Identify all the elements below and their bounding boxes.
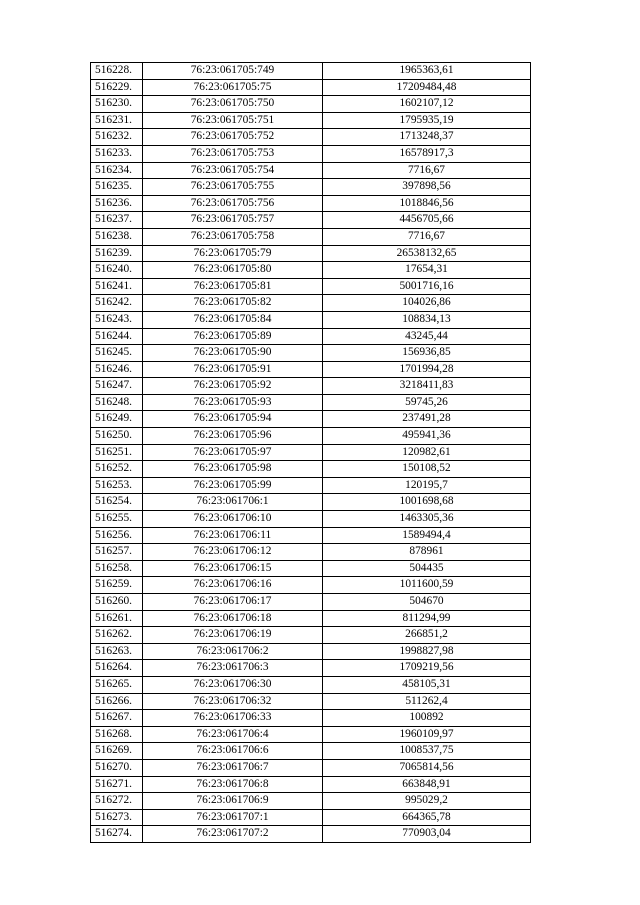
- table-row: [91, 179, 531, 196]
- row-number-cell: 516232.: [91, 129, 143, 146]
- table-row: [91, 710, 531, 727]
- row-number-cell: 516248.: [91, 394, 143, 411]
- table-row: [91, 345, 531, 362]
- cadastral-number-cell: 76:23:061706:2: [143, 643, 323, 660]
- value-cell: 458105,31: [323, 676, 531, 693]
- table-row: [91, 826, 531, 843]
- row-number-cell: 516253.: [91, 477, 143, 494]
- value-cell: 17209484,48: [323, 79, 531, 96]
- table-row: [91, 776, 531, 793]
- cadastral-number-cell: 76:23:061706:11: [143, 527, 323, 544]
- cadastral-number-cell: 76:23:061705:81: [143, 278, 323, 295]
- table-row: [91, 63, 531, 80]
- row-number-cell: 516267.: [91, 710, 143, 727]
- row-number-cell: 516256.: [91, 527, 143, 544]
- value-cell: 1701994,28: [323, 361, 531, 378]
- value-cell: 495941,36: [323, 428, 531, 445]
- cadastral-number-cell: 76:23:061706:3: [143, 660, 323, 677]
- cadastral-number-cell: 76:23:061705:755: [143, 179, 323, 196]
- row-number-cell: 516239.: [91, 245, 143, 262]
- value-cell: 504435: [323, 560, 531, 577]
- table-row: [91, 311, 531, 328]
- row-number-cell: 516242.: [91, 295, 143, 312]
- value-cell: 1011600,59: [323, 577, 531, 594]
- table-row: [91, 245, 531, 262]
- table-row: [91, 262, 531, 279]
- cadastral-number-cell: 76:23:061706:16: [143, 577, 323, 594]
- cadastral-number-cell: 76:23:061705:80: [143, 262, 323, 279]
- row-number-cell: 516262.: [91, 627, 143, 644]
- table-row: [91, 793, 531, 810]
- cadastral-number-cell: 76:23:061705:757: [143, 212, 323, 229]
- row-number-cell: 516269.: [91, 743, 143, 760]
- table-row: [91, 195, 531, 212]
- cadastral-number-cell: 76:23:061705:84: [143, 311, 323, 328]
- cadastral-number-cell: 76:23:061705:98: [143, 461, 323, 478]
- value-cell: 1001698,68: [323, 494, 531, 511]
- cadastral-number-cell: 76:23:061706:30: [143, 676, 323, 693]
- table-row: [91, 594, 531, 611]
- value-cell: 504670: [323, 594, 531, 611]
- row-number-cell: 516270.: [91, 759, 143, 776]
- row-number-cell: 516243.: [91, 311, 143, 328]
- cadastral-number-cell: 76:23:061706:12: [143, 544, 323, 561]
- cadastral-number-cell: 76:23:061706:4: [143, 726, 323, 743]
- value-cell: 156936,85: [323, 345, 531, 362]
- table-body: [91, 63, 531, 843]
- value-cell: 1965363,61: [323, 63, 531, 80]
- value-cell: 511262,4: [323, 693, 531, 710]
- cadastral-number-cell: 76:23:061706:15: [143, 560, 323, 577]
- table-row: [91, 759, 531, 776]
- table-row: [91, 544, 531, 561]
- table-row: [91, 726, 531, 743]
- table-row: [91, 643, 531, 660]
- row-number-cell: 516261.: [91, 610, 143, 627]
- table-row: [91, 411, 531, 428]
- table-row: [91, 79, 531, 96]
- table-row: [91, 278, 531, 295]
- cadastral-number-cell: 76:23:061706:7: [143, 759, 323, 776]
- row-number-cell: 516265.: [91, 676, 143, 693]
- cadastral-number-cell: 76:23:061705:754: [143, 162, 323, 179]
- cadastral-number-cell: 76:23:061706:32: [143, 693, 323, 710]
- table-row: [91, 577, 531, 594]
- table-row: [91, 328, 531, 345]
- value-cell: 1008537,75: [323, 743, 531, 760]
- value-cell: 7065814,56: [323, 759, 531, 776]
- row-number-cell: 516246.: [91, 361, 143, 378]
- table-row: [91, 145, 531, 162]
- cadastral-number-cell: 76:23:061706:19: [143, 627, 323, 644]
- value-cell: 120982,61: [323, 444, 531, 461]
- table-row: [91, 361, 531, 378]
- row-number-cell: 516247.: [91, 378, 143, 395]
- value-cell: 100892: [323, 710, 531, 727]
- table-row: [91, 477, 531, 494]
- row-number-cell: 516252.: [91, 461, 143, 478]
- cadastral-number-cell: 76:23:061705:756: [143, 195, 323, 212]
- row-number-cell: 516249.: [91, 411, 143, 428]
- value-cell: 1602107,12: [323, 96, 531, 113]
- cadastral-number-cell: 76:23:061705:97: [143, 444, 323, 461]
- cadastral-number-cell: 76:23:061705:96: [143, 428, 323, 445]
- row-number-cell: 516255.: [91, 511, 143, 528]
- row-number-cell: 516244.: [91, 328, 143, 345]
- value-cell: 104026,86: [323, 295, 531, 312]
- table-row: [91, 228, 531, 245]
- table-row: [91, 428, 531, 445]
- row-number-cell: 516257.: [91, 544, 143, 561]
- row-number-cell: 516258.: [91, 560, 143, 577]
- value-cell: 7716,67: [323, 162, 531, 179]
- row-number-cell: 516254.: [91, 494, 143, 511]
- row-number-cell: 516236.: [91, 195, 143, 212]
- value-cell: 237491,28: [323, 411, 531, 428]
- row-number-cell: 516274.: [91, 826, 143, 843]
- cadastral-number-cell: 76:23:061705:753: [143, 145, 323, 162]
- value-cell: 1463305,36: [323, 511, 531, 528]
- table-row: [91, 809, 531, 826]
- cadastral-number-cell: 76:23:061705:89: [143, 328, 323, 345]
- cadastral-value-table: [90, 62, 531, 843]
- table-row: [91, 494, 531, 511]
- cadastral-number-cell: 76:23:061706:6: [143, 743, 323, 760]
- value-cell: 266851,2: [323, 627, 531, 644]
- cadastral-number-cell: 76:23:061706:8: [143, 776, 323, 793]
- row-number-cell: 516229.: [91, 79, 143, 96]
- value-cell: 397898,56: [323, 179, 531, 196]
- value-cell: 1713248,37: [323, 129, 531, 146]
- table-row: [91, 693, 531, 710]
- row-number-cell: 516231.: [91, 112, 143, 129]
- cadastral-number-cell: 76:23:061705:758: [143, 228, 323, 245]
- row-number-cell: 516251.: [91, 444, 143, 461]
- value-cell: 1709219,56: [323, 660, 531, 677]
- table-row: [91, 660, 531, 677]
- row-number-cell: 516245.: [91, 345, 143, 362]
- row-number-cell: 516271.: [91, 776, 143, 793]
- table-row: [91, 560, 531, 577]
- table-row: [91, 743, 531, 760]
- table-row: [91, 394, 531, 411]
- value-cell: 770903,04: [323, 826, 531, 843]
- value-cell: 1998827,98: [323, 643, 531, 660]
- row-number-cell: 516241.: [91, 278, 143, 295]
- row-number-cell: 516268.: [91, 726, 143, 743]
- cadastral-number-cell: 76:23:061707:2: [143, 826, 323, 843]
- cadastral-number-cell: 76:23:061705:90: [143, 345, 323, 362]
- cadastral-value-table-container: [90, 62, 530, 843]
- row-number-cell: 516237.: [91, 212, 143, 229]
- row-number-cell: 516240.: [91, 262, 143, 279]
- value-cell: 663848,91: [323, 776, 531, 793]
- row-number-cell: 516233.: [91, 145, 143, 162]
- cadastral-number-cell: 76:23:061705:91: [143, 361, 323, 378]
- cadastral-number-cell: 76:23:061705:751: [143, 112, 323, 129]
- row-number-cell: 516228.: [91, 63, 143, 80]
- value-cell: 108834,13: [323, 311, 531, 328]
- value-cell: 17654,31: [323, 262, 531, 279]
- cadastral-number-cell: 76:23:061705:99: [143, 477, 323, 494]
- row-number-cell: 516263.: [91, 643, 143, 660]
- table-row: [91, 112, 531, 129]
- cadastral-number-cell: 76:23:061705:752: [143, 129, 323, 146]
- row-number-cell: 516259.: [91, 577, 143, 594]
- value-cell: 26538132,65: [323, 245, 531, 262]
- value-cell: 4456705,66: [323, 212, 531, 229]
- row-number-cell: 516260.: [91, 594, 143, 611]
- cadastral-number-cell: 76:23:061705:749: [143, 63, 323, 80]
- table-row: [91, 96, 531, 113]
- value-cell: 7716,67: [323, 228, 531, 245]
- cadastral-number-cell: 76:23:061705:750: [143, 96, 323, 113]
- cadastral-number-cell: 76:23:061705:92: [143, 378, 323, 395]
- table-row: [91, 129, 531, 146]
- table-row: [91, 610, 531, 627]
- value-cell: 1960109,97: [323, 726, 531, 743]
- cadastral-number-cell: 76:23:061706:17: [143, 594, 323, 611]
- table-row: [91, 461, 531, 478]
- value-cell: 5001716,16: [323, 278, 531, 295]
- row-number-cell: 516266.: [91, 693, 143, 710]
- table-row: [91, 676, 531, 693]
- table-row: [91, 378, 531, 395]
- table-row: [91, 627, 531, 644]
- value-cell: 59745,26: [323, 394, 531, 411]
- value-cell: 43245,44: [323, 328, 531, 345]
- table-row: [91, 162, 531, 179]
- row-number-cell: 516272.: [91, 793, 143, 810]
- value-cell: 150108,52: [323, 461, 531, 478]
- row-number-cell: 516235.: [91, 179, 143, 196]
- row-number-cell: 516273.: [91, 809, 143, 826]
- row-number-cell: 516250.: [91, 428, 143, 445]
- value-cell: 664365,78: [323, 809, 531, 826]
- cadastral-number-cell: 76:23:061706:33: [143, 710, 323, 727]
- value-cell: 120195,7: [323, 477, 531, 494]
- value-cell: 16578917,3: [323, 145, 531, 162]
- value-cell: 1018846,56: [323, 195, 531, 212]
- table-row: [91, 527, 531, 544]
- cadastral-number-cell: 76:23:061706:1: [143, 494, 323, 511]
- table-row: [91, 295, 531, 312]
- value-cell: 995029,2: [323, 793, 531, 810]
- value-cell: 811294,99: [323, 610, 531, 627]
- table-row: [91, 444, 531, 461]
- row-number-cell: 516230.: [91, 96, 143, 113]
- value-cell: 3218411,83: [323, 378, 531, 395]
- table-row: [91, 511, 531, 528]
- cadastral-number-cell: 76:23:061705:75: [143, 79, 323, 96]
- cadastral-number-cell: 76:23:061706:9: [143, 793, 323, 810]
- value-cell: 1589494,4: [323, 527, 531, 544]
- value-cell: 878961: [323, 544, 531, 561]
- table-row: [91, 212, 531, 229]
- row-number-cell: 516238.: [91, 228, 143, 245]
- cadastral-number-cell: 76:23:061705:94: [143, 411, 323, 428]
- cadastral-number-cell: 76:23:061706:18: [143, 610, 323, 627]
- row-number-cell: 516264.: [91, 660, 143, 677]
- value-cell: 1795935,19: [323, 112, 531, 129]
- cadastral-number-cell: 76:23:061705:82: [143, 295, 323, 312]
- cadastral-number-cell: 76:23:061706:10: [143, 511, 323, 528]
- cadastral-number-cell: 76:23:061707:1: [143, 809, 323, 826]
- row-number-cell: 516234.: [91, 162, 143, 179]
- cadastral-number-cell: 76:23:061705:93: [143, 394, 323, 411]
- cadastral-number-cell: 76:23:061705:79: [143, 245, 323, 262]
